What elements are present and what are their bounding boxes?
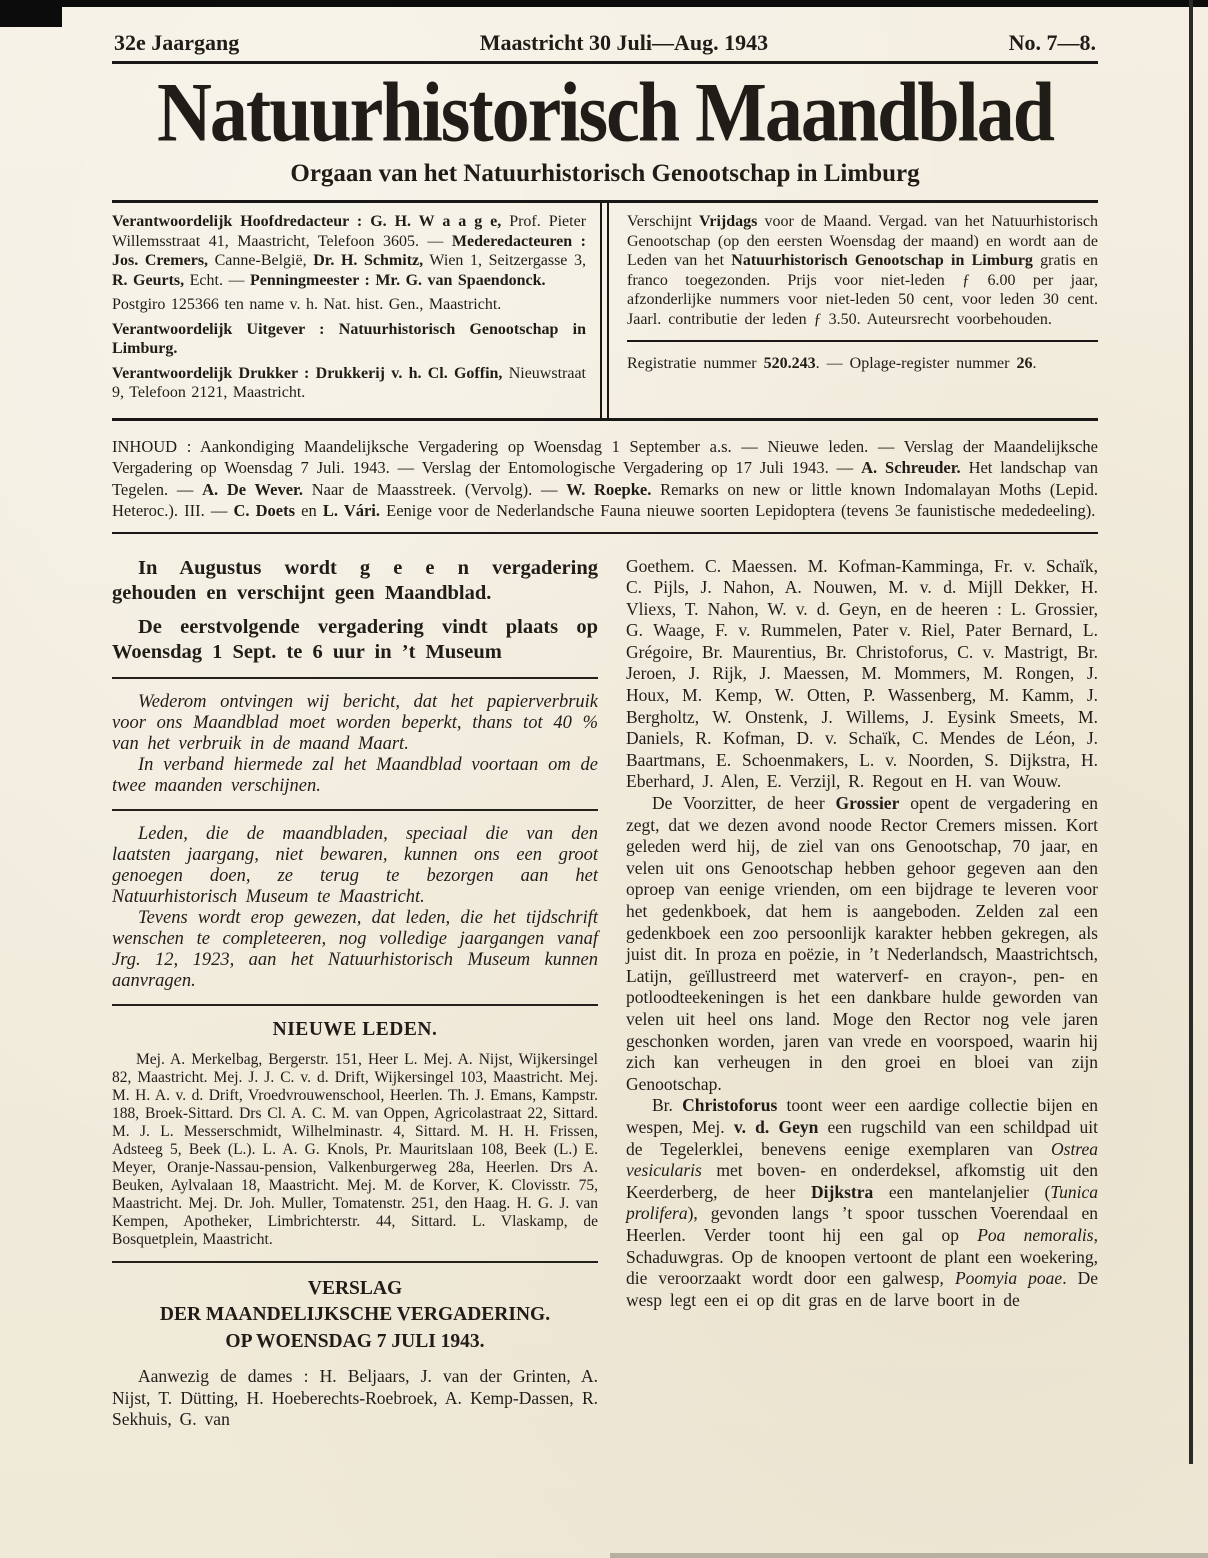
left-column-rule-3 <box>112 1004 598 1006</box>
masthead-box <box>112 200 1098 421</box>
exhibits-paragraph: Br. Christoforus toont weer een aardige collectie bijen en wespen, Mej. v. d. Geyn een rugschild van een schildpad uit de Tegelerklei, benevens eenige exemplaren van Ostrea vesicularis met boven- en onderdeksel, afkomstig uit den Keerderberg, de heer Dijkstra een mantelanjelier (Tunica prolifera), gevonden langs ’t spoor tusschen Voerendaal en Heerlen. Verder toont hij een gal op Poa nemoralis, Schaduwgras. Op de knoopen vertoont de plant een woekering, die veroorzaakt wordt door een galwesp, Poomyia poae. De wesp legt een ei op dit gras en de larve boort in de <box>626 1095 1098 1310</box>
complete-volumes-notice: Tevens wordt erop gewezen, dat leden, die het tijdschrift wenschen te completeeren, nog volledige jaargangen vanaf Jrg. 12, 1923, aan het Natuurhistorisch Museum kunnen aanvragen. <box>112 907 598 991</box>
right-column <box>626 556 1098 1431</box>
masthead-divider-rule <box>600 203 609 418</box>
paper-restriction-notice: Wederom ontvingen wij bericht, dat het papierverbruik voor ons Maandblad moet worden beperkt, thans tot 40 % van het verbruik in de maand Maart. <box>112 691 598 754</box>
date-label: Maastricht 30 Juli—Aug. 1943 <box>479 30 769 55</box>
table-of-contents: INHOUD : Aankondiging Maandelijksche Vergadering op Woensdag 1 September a.s. — Nieuwe leden. — Verslag der Maandelijksche Vergadering op Woensdag 7 Juli. 1943. — Verslag der Entomologische Vergadering op 17 Juli 1943. — A. Schreuder. Het landschap van Tegelen. — A. De Wever. Naar de Maasstreek. (Vervolg). — W. Roepke. Remarks on new or little known Indomalayan Moths (Lepid. Heteroc.). III. — C. Doets en L. Vári. Eenige voor de Nederlandsche Fauna nieuwe soorten Lepidoptera (tevens 3e faunistische mededeeling). <box>112 436 1099 520</box>
left-column <box>112 556 598 1431</box>
scan-artifact-top-left-corner <box>0 0 62 27</box>
journal-subtitle: Orgaan van het Natuurhistorisch Genootschap in Limburg <box>290 160 920 187</box>
new-members-list: Mej. A. Merkelbag, Bergerstr. 151, Heer L. Mej. A. Nijst, Wijkersingel 82, Maastricht. Mej. J. J. C. v. d. Drift, Wijkersingel 103, Maastricht. Mej. M. H. A. v. d. Drift, Vroedvrouwenschool, Heerlen. Th. J. Emans, Kampstr. 188, Broek-Sittard. Drs Cl. A. C. M. van Oppen, Agricolastraat 22, Sittard. M. J. L. Messerschmidt, Wilhelminastr. 4, Sittard. M. H. H. Frissen, Adsteeg 5, Beek (L.). L. A. G. Knols, Pr. Mauritslaan 108, Beek (L.) E. Meyer, Oranje-Nassau-pension, Valkenburgerweg 28a, Heerlen. Drs A. Beuken, Aylvalaan 18, Maastricht. Mej. M. de Korver, K. Clovisstr. 75, Maastricht. Mej. Dr. Joh. Muller, Tomatenstr. 251, den Haag. H. G. J. van Kempen, Apotheker, Limbrichterstr. 44, Sittard. L. Vlaskamp, de Bosquetplein, Maastricht. <box>112 1050 598 1248</box>
new-members-heading: NIEUWE LEDEN. <box>272 1018 438 1040</box>
masthead-inner-rule <box>627 340 1098 342</box>
contents-bottom-rule <box>112 532 1098 534</box>
page-content <box>112 30 1098 1431</box>
left-column-rule-4 <box>112 1261 598 1263</box>
scan-artifact-top-edge <box>0 0 1208 7</box>
masthead-subscription-info <box>609 212 1098 408</box>
bimonthly-schedule-notice: In verband hiermede zal het Maandblad voortaan om de twee maanden verschijnen. <box>112 754 598 796</box>
left-column-rule-2 <box>112 809 598 811</box>
attendees-paragraph: Aanwezig de dames : H. Beljaars, J. van der Grinten, A. Nijst, T. Dütting, H. Hoeberechts-Roebroek, A. Kemp-Dassen, R. Sekhuis, G. van <box>112 1366 598 1430</box>
report-heading-line-1: VERSLAG <box>307 1277 403 1299</box>
masthead-editors-line: Verantwoordelijk Hoofdredacteur : G. H. W a a g e, Prof. Pieter Willemsstraat 41, Maastricht, Telefoon 3605. — Mederedacteuren : Jos. Cremers, Canne-België, Dr. H. Schmitz, Wien 1, Seitzergasse 3, R. Geurts, Echt. — Penningmeester : Mr. G. van Spaendonck. <box>112 213 587 289</box>
attendees-continued-paragraph: Goethem. C. Maessen. M. Kofman-Kamminga, Fr. v. Schaïk, C. Pijls, J. Nahon, A. Nouwen, M. v. d. Mijll Dekker, H. Vliexs, T. Nahon, W. v. d. Geyn, en de heeren : L. Grossier, G. Waage, F. v. Rummelen, Pater v. Riel, Pater Bernard, L. Grégoire, Br. Maurentius, Br. Christoforus, C. v. Mastrigt, Br. Jeroen, J. Rijk, J. Maessen, M. Mommers, M. Rongen, J. Houx, M. Kemp, W. Otten, P. Wassenberg, M. Kamm, J. Bergholtz, W. Onstenk, J. Willems, J. Eysink Smeets, M. Daniels, R. Kofman, D. v. Schaïk, C. Mendes de Léon, J. Baartmans, E. Schoenmakers, L. v. Noorden, S. Dijkstra, H. Eberhard, J. Alen, E. Verzijl, R. Regout en H. van Wouw. <box>626 555 1098 792</box>
return-issues-notice: Leden, die de maandbladen, speciaal die van den laatsten jaargang, niet bewaren, kunnen ons een groot genoegen doen, ze terug te bezorgen aan het Natuurhistorisch Museum te Maastricht. <box>112 823 598 907</box>
next-meeting-notice: De eerstvolgende vergadering vindt plaats op Woensdag 1 Sept. te 6 uur in ’t Museum <box>112 615 598 663</box>
scan-artifact-right-edge-line <box>1189 0 1193 1464</box>
issue-info-row <box>112 30 1098 56</box>
volume-label: 32e Jaargang <box>114 30 240 55</box>
scan-artifact-bottom-edge <box>610 1553 1208 1558</box>
august-no-meeting-notice: In Augustus wordt g e e n vergadering gehouden en verschijnt geen Maandblad. <box>112 556 598 604</box>
masthead-editorial-info <box>112 212 600 408</box>
body-columns <box>112 556 1098 1431</box>
column-gap <box>598 556 626 1431</box>
masthead-registration-line: Registratie nummer 520.243. — Oplage-register nummer 26. <box>627 355 1037 372</box>
journal-title: Natuurhistorisch Maandblad <box>156 65 1054 160</box>
masthead-subscription-text: Verschijnt Vrijdags voor de Maand. Vergad. van het Natuurhistorisch Genootschap (op den eersten Woensdag der maand) en wordt aan de Leden van het Natuurhistorisch Genootschap in Limburg gratis en franco toegezonden. Prijs voor niet-leden ƒ 6.00 per jaar, afzonderlijke nummers voor niet-leden 50 cent, voor leden 30 cent. Jaarl. contributie der leden ƒ 3.50. Auteursrecht voorbehouden. <box>627 213 1099 328</box>
report-heading-line-2: DER MAANDELIJKSCHE VERGADERING. <box>159 1304 551 1325</box>
header-rule <box>112 61 1098 64</box>
masthead-printer-line: Verantwoordelijk Drukker : Drukkerij v. h. Cl. Goffin, Nieuwstraat 9, Telefoon 2121, Maastricht. <box>112 364 586 401</box>
chairman-opening-paragraph: De Voorzitter, de heer Grossier opent de vergadering en zegt, dat we dezen avond noode Rector Cremers missen. Kort geleden werd hij, de ziel van ons Genootschap, 70 jaar, en velen uit ons Genootschap hebben gehoor gegeven aan den oproep van eenige vrienden, om een bijdrage te leveren voor het gedenkboek, dat hem is aangeboden. Zelden zal een gedenkboek een zoo persoonlijk karakter hebben gekregen, als juist dit. In proza en poëzie, in ’t Nederlandsch, Maastrichtsch, Latijn, geïllustreerd met waterverf- en crayon-, pen- en potloodteekeningen is het een dankbare hulde geworden van velen uit heel ons land. Moge den Rector nog vele jaren geschonken worden, jaren van vrede en voorspoed, waarin hij zich kan verheugen in den groei en bloei van zijn Genootschap. <box>626 793 1098 1094</box>
report-heading-line-3: OP WOENSDAG 7 JULI 1943. <box>225 1330 485 1352</box>
masthead-postgiro-line: Postgiro 125366 ten name v. h. Nat. hist. Gen., Maastricht. <box>112 296 502 313</box>
left-column-rule-1 <box>112 677 598 679</box>
masthead-publisher-line: Verantwoordelijk Uitgever : Natuurhistorisch Genootschap in Limburg. <box>112 320 586 357</box>
report-heading <box>112 1276 598 1356</box>
issue-number-label: No. 7—8. <box>1008 30 1096 55</box>
